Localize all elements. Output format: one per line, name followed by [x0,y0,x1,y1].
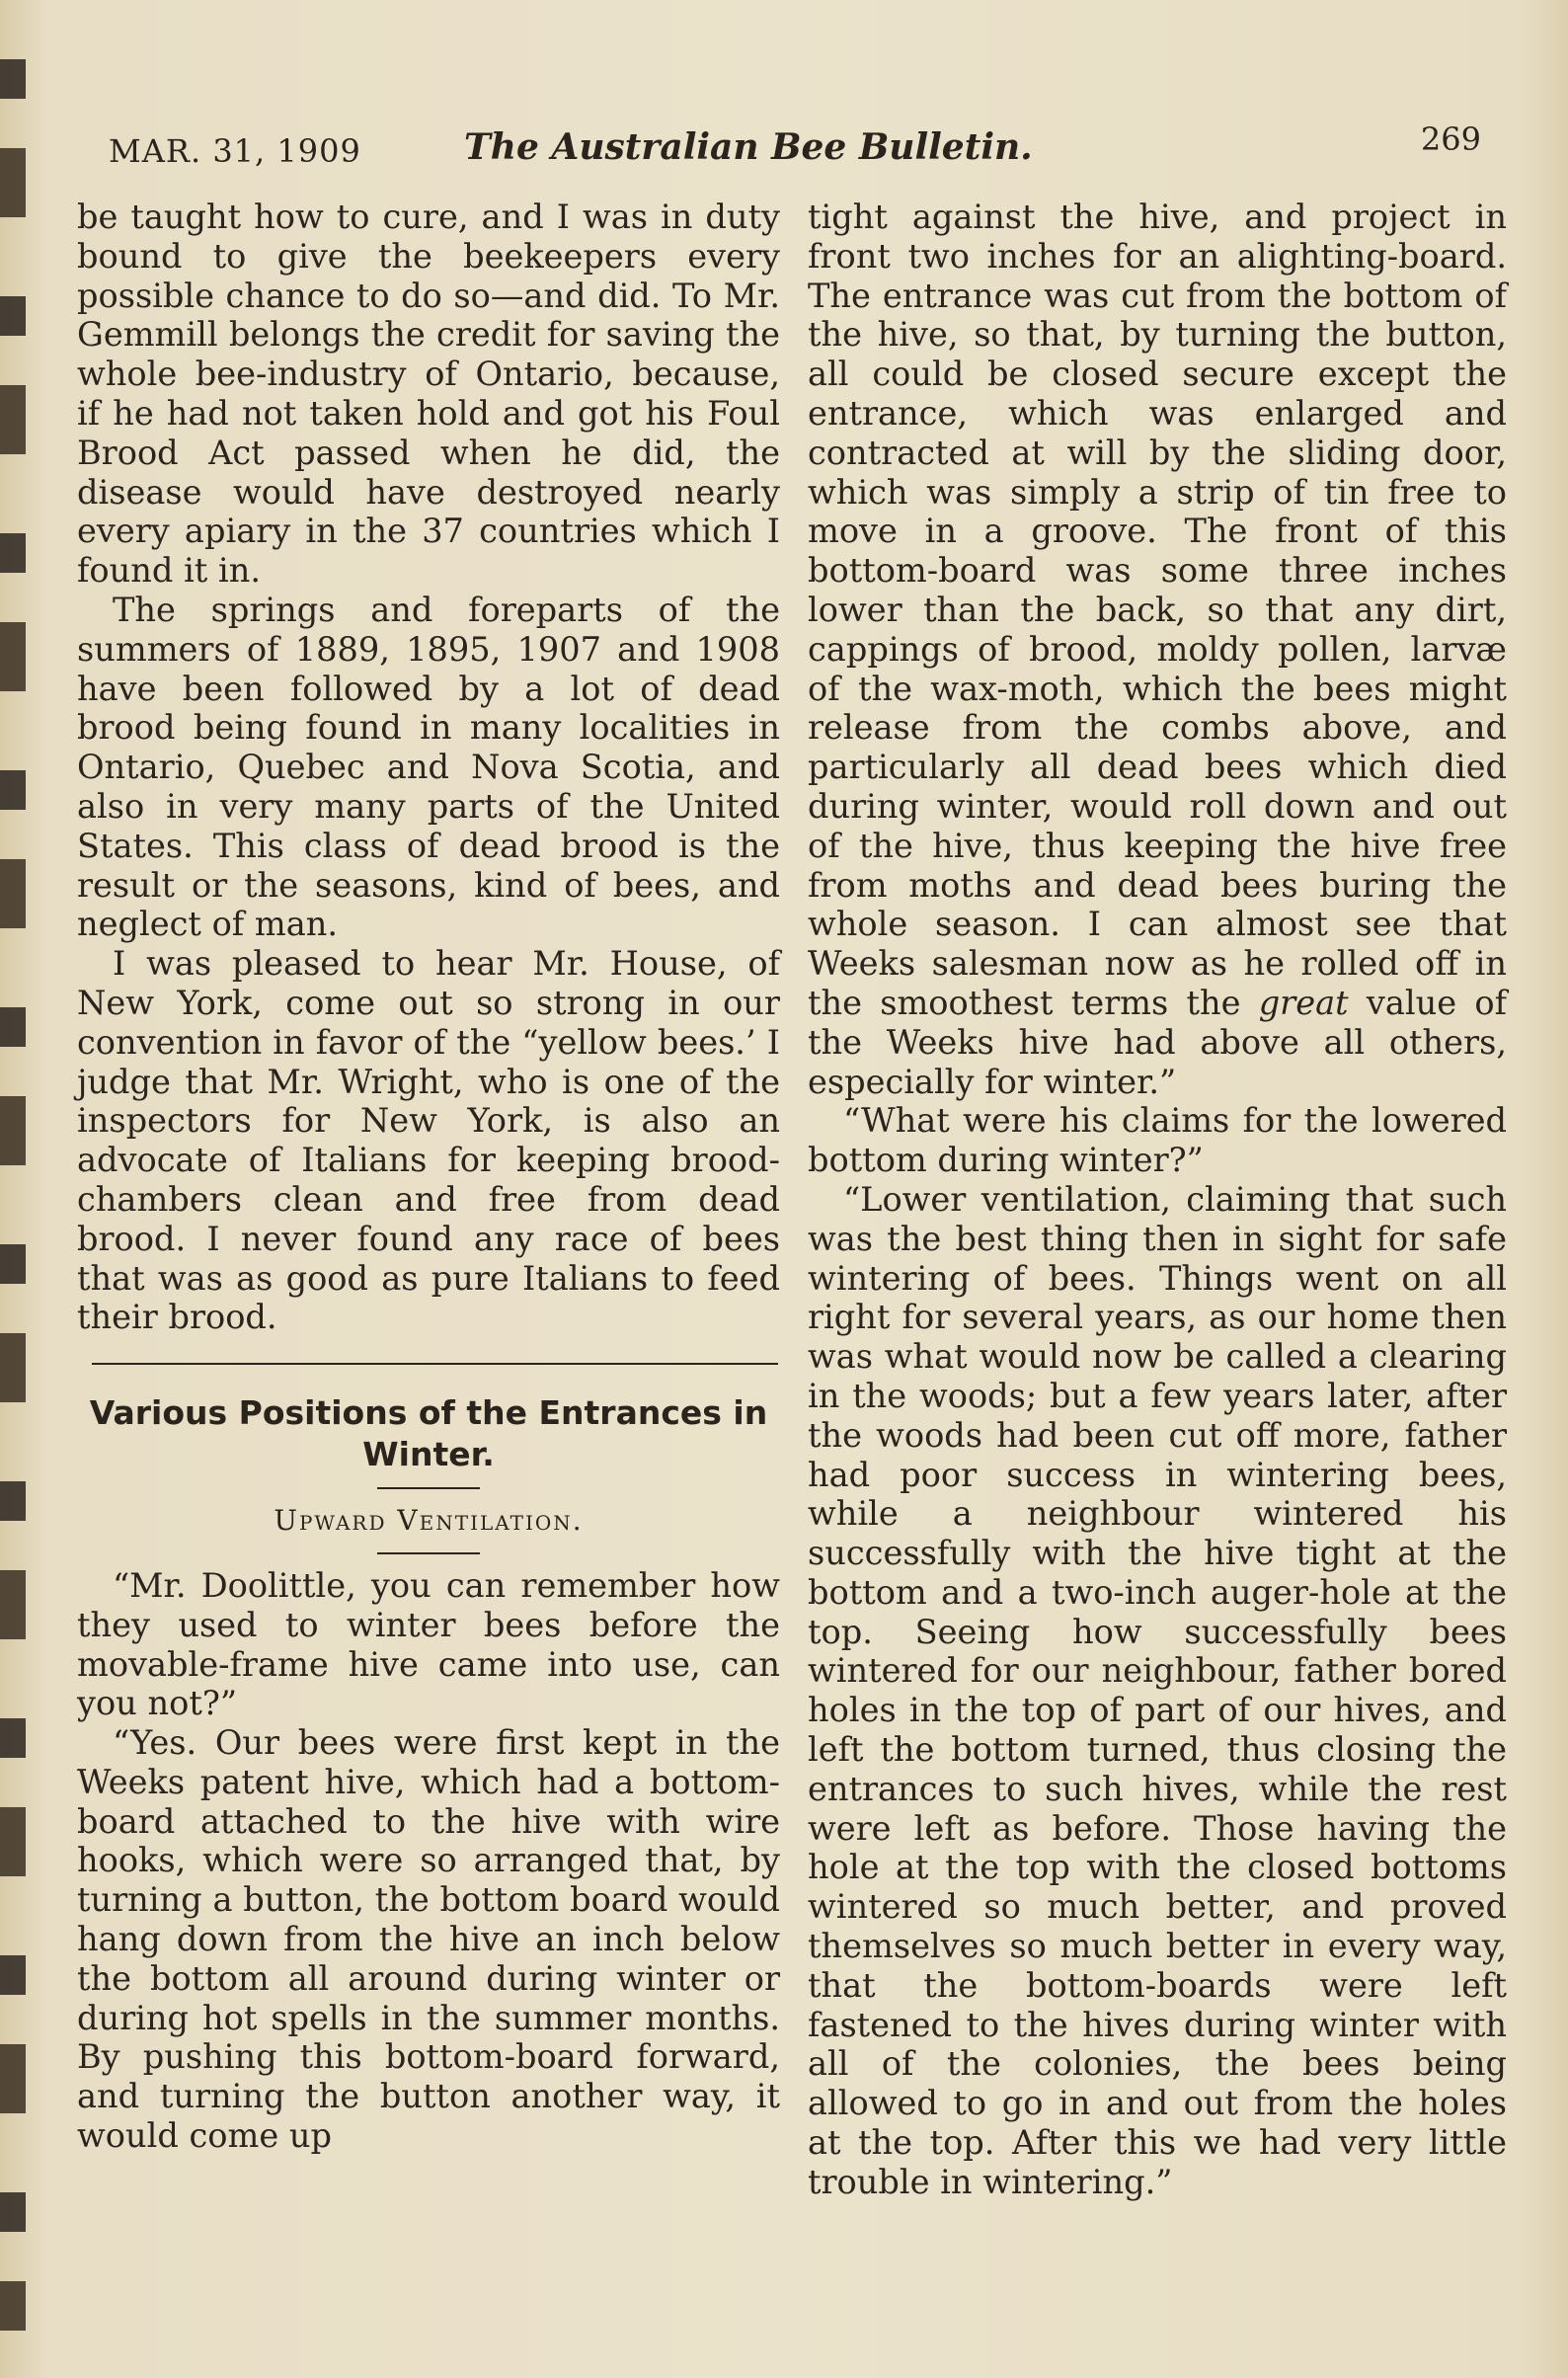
section-title: Various Positions of the Entrances in Winter. [89,1393,768,1474]
section-divider [92,1363,778,1365]
right-column [808,198,1507,2202]
header-page-number: 269 [1420,120,1481,158]
short-divider [377,1552,480,1554]
paragraph: “Mr. Doolittle, you can remember how they used to winter bees before the movable-frame hive came into use, can you not?” [77,1565,780,1723]
paragraph: “Yes. Our bees were first kept in the Weeks patent hive, which had a bottom-board attached to the hive with wire hooks, which were so arranged that, by turning a button, the bottom board would hang down from the hive an inch below the bottom all around during winter or during hot spells in the summer months. By pushing this bottom-board forward, and turning the button another way, it would come up [77,1723,780,2156]
torn-page-edge [0,59,26,2331]
header-journal-title: The Australian Bee Bulletin. [464,126,1033,168]
paragraph: I was pleased to hear Mr. House, of New York, come out so strong in our convention in favor of the “yellow bees.’ I judge that Mr. Wright, who is one of the inspectors for New York, is also an advocate of Italians for keeping brood-chambers clean and free from dead brood. I never found any race of bees that was as good as pure Italians to feed their brood. [77,944,780,1337]
paragraph: “Lower ventilation, claiming that such was the best thing then in sight for safe wintering of bees. Things went on all right for several years, as our home then was what would now be called a clearing in the woods; but a few years later, after the woods had been cut off more, father had poor success in wintering bees, while a neighbour wintered his successfully with the hive tight at the bottom and a two-inch auger-hole at the top. Seeing how successfully bees wintered for our neighbour, father bored holes in the top of part of our hives, and left the bottom turned, thus closing the entrances to such hives, while the rest were left as before. Those having the hole at the top with the closed bottoms wintered so much better, and proved themselves so much better in every way, that the bottom-boards were left fastened to the hives during winter with all of the colonies, the bees being allowed to go in and out from the holes at the top. After this we had very little trouble in wintering.” [808,1179,1507,2201]
short-divider [377,1487,480,1489]
header-date: MAR. 31, 1909 [109,132,361,170]
running-header [109,120,1481,170]
paragraph [808,198,1507,1101]
paragraph-text: tight against the hive, and project in front two inches for an alighting-board. The entrance was cut from the bottom of the hive, so that, by turning the button, all could be closed secure except the entrance, which was enlarged and contracted at will by the sliding door, which was simply a strip of tin free to move in a groove. The front of this bottom-board was some three inches lower than the back, so that any dirt, cappings of brood, moldy pollen, larvæ of the wax-moth, which the bees might release from the combs above, and particularly all dead bees which died during winter, would roll down and out of the hive, thus keeping the hive free from moths and dead bees buring the whole season. I can almost see that Weeks salesman now as he rolled off in the smoothest terms the [808,198,1507,1022]
italic-word: great [1258,983,1349,1022]
paragraph: The springs and foreparts of the summers of 1889, 1895, 1907 and 1908 have been followed by a lot of dead brood being found in many localities in Ontario, Quebec and Nova Scotia, and also in very many parts of the United States. This class of dead brood is the result or the seasons, kind of bees, and neglect of man. [77,590,780,944]
paragraph-text: value of the Weeks hive had above all others, especially for winter.” [808,983,1507,1101]
subheading: Upward Ventilation. [274,1504,584,1538]
left-column [77,198,780,2156]
paragraph: “What were his claims for the lowered bottom during winter?” [808,1101,1507,1180]
paragraph: be taught how to cure, and I was in duty bound to give the beekeepers every possible chance to do so—and did. To Mr. Gemmill belongs the credit for saving the whole bee-industry of Ontario, because, if he had not taken hold and got his Foul Brood Act passed when he did, the disease would have destroyed nearly every apiary in the 37 countries which I found it in. [77,198,780,591]
